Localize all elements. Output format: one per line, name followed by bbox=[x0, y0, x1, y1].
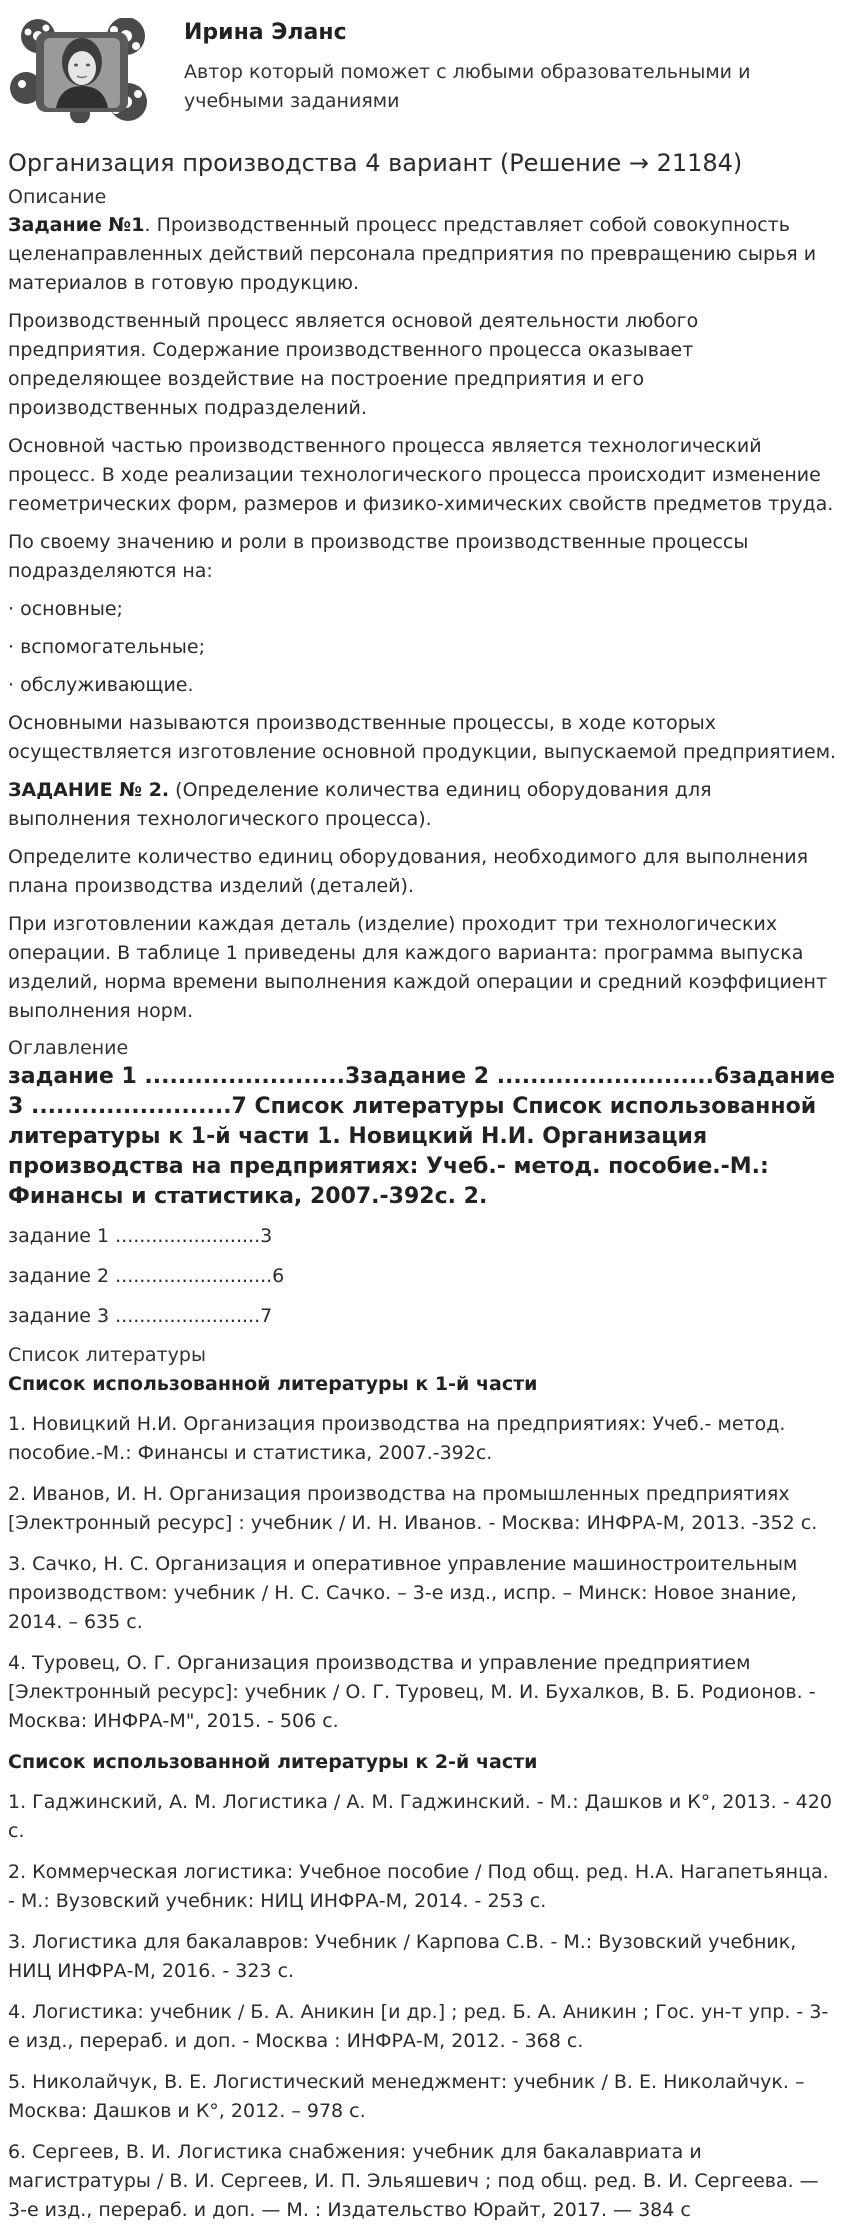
literature-label: Список литературы bbox=[8, 1344, 206, 1366]
task1-text: . Производственный процесс представляет собой совокупность целенаправленных действий персонала предприятия по превращению сырья и материалов в готовую продукцию. bbox=[8, 214, 817, 294]
page-title: Организация производства 4 вариант (Решение → 21184) bbox=[8, 149, 743, 177]
task2-label: ЗАДАНИЕ № 2. bbox=[8, 779, 170, 801]
author-description: Автор который поможет с любыми образовательными и учебными заданиями bbox=[184, 61, 751, 112]
literature-part1-heading: Список использованной литературы к 1-й части bbox=[8, 1373, 538, 1395]
literature-item: 3. Логистика для бакалавров: Учебник / Карпова С.В. - М.: Вузовский учебник, НИЦ ИНФРА-М, 2016. - 323 с. bbox=[8, 1931, 797, 1982]
task2-paragraph bbox=[8, 776, 838, 834]
task1-paragraph bbox=[8, 211, 838, 298]
literature-item: 6. Сергеев, В. И. Логистика снабжения: учебник для бакалавриата и магистратуры / В. И. Сергеев, И. П. Эльяшевич ; под общ. ред. В. И. Сергеева. — 3-е изд., перераб. и доп. — М. : Издательство Юрайт, 2017. — 384 с bbox=[8, 2141, 819, 2221]
paragraph: При изготовлении каждая деталь (изделие) проходит три технологических операции. В таблице 1 приведены для каждого варианта: программа выпуска изделий, норма времени выполнения каждой операции и средний коэффициент выполнения норм. bbox=[8, 913, 828, 1022]
paragraph: Основной частью производственного процесса является технологический процесс. В ходе реализации технологического процесса происходит изменение геометрических форм, размеров и физико-химических свойств предметов труда. bbox=[8, 435, 834, 515]
list-item: · основные; bbox=[8, 598, 123, 620]
main-content bbox=[8, 146, 838, 2237]
paragraph: Определите количество единиц оборудования, необходимого для выполнения плана производства изделий (деталей). bbox=[8, 846, 809, 897]
author-name[interactable]: Ирина Эланс bbox=[184, 20, 347, 45]
toc-item[interactable]: задание 3 ........................7 bbox=[8, 1305, 273, 1327]
paragraph: Основными называются производственные процессы, в ходе которых осуществляется изготовление основной продукции, выпускаемой предприятием. bbox=[8, 712, 837, 763]
task1-label: Задание №1 bbox=[8, 214, 145, 236]
literature-item: 4. Логистика: учебник / Б. А. Аникин [и др.] ; ред. Б. А. Аникин ; Гос. ун-т упр. - 3-е изд., перераб. и доп. - Москва : ИНФРА-М, 2012. - 368 с. bbox=[8, 2001, 829, 2052]
author-avatar[interactable] bbox=[8, 18, 153, 123]
toc-summary: задание 1 ........................3задание 2 ..........................6задание 3 ........................7 Список литературы Список использованной литературы к 1-й части 1. Новицкий Н.И. Организация производства на предприятиях: Учеб.- метод. пособие.-М.: Финансы и статистика, 2007.-392с. 2. bbox=[8, 1064, 836, 1209]
literature-item: 3. Сачко, Н. С. Организация и оперативное управление машиностроительным производством: учебник / Н. С. Сачко. – 3-е изд., испр. – Минск: Новое знание, 2014. – 635 с. bbox=[8, 1553, 798, 1633]
author-card bbox=[8, 10, 838, 120]
literature-item: 2. Иванов, И. Н. Организация производства на промышленных предприятиях [Электронный ресурс] : учебник / И. Н. Иванов. - Москва: ИНФРА-М, 2013. -352 с. bbox=[8, 1483, 818, 1534]
literature-item: 5. Николайчук, В. Е. Логистический менеджмент: учебник / В. Е. Николайчук. – Москва: Дашков и К°, 2012. – 978 с. bbox=[8, 2071, 805, 2122]
paragraph: Производственный процесс является основой деятельности любого предприятия. Содержание производственного процесса оказывает определяющее воздействие на построение предприятия и его производственных подразделений. bbox=[8, 310, 699, 419]
paragraph: По своему значению и роли в производстве производственные процессы подразделяются на: bbox=[8, 531, 749, 582]
list-item: · вспомогательные; bbox=[8, 636, 205, 658]
literature-item: 1. Новицкий Н.И. Организация производства на предприятиях: Учеб.- метод. пособие.-М.: Финансы и статистика, 2007.-392с. bbox=[8, 1413, 786, 1464]
task2-text: (Определение количества единиц оборудования для выполнения технологического процесса). bbox=[8, 779, 712, 830]
toc-item[interactable]: задание 1 ........................3 bbox=[8, 1225, 273, 1247]
literature-item: 2. Коммерческая логистика: Учебное пособие / Под общ. ред. Н.А. Нагапетьянца. - М.: Вузовский учебник: НИЦ ИНФРА-М, 2014. - 253 с. bbox=[8, 1861, 829, 1912]
list-item: · обслуживающие. bbox=[8, 674, 194, 696]
description-label: Описание bbox=[8, 186, 107, 208]
literature-item: 1. Гаджинский, А. М. Логистика / А. М. Гаджинский. - М.: Дашков и К°, 2013. - 420 с. bbox=[8, 1791, 832, 1842]
toc-label: Оглавление bbox=[8, 1037, 129, 1059]
literature-part2-heading: Список использованной литературы к 2-й части bbox=[8, 1751, 538, 1773]
toc-item[interactable]: задание 2 ..........................6 bbox=[8, 1265, 285, 1287]
literature-item: 4. Туровец, О. Г. Организация производства и управление предприятием [Электронный ресурс]: учебник / О. Г. Туровец, М. И. Бухалков, В. Б. Родионов. - Москва: ИНФРА-М", 2015. - 506 с. bbox=[8, 1652, 816, 1732]
